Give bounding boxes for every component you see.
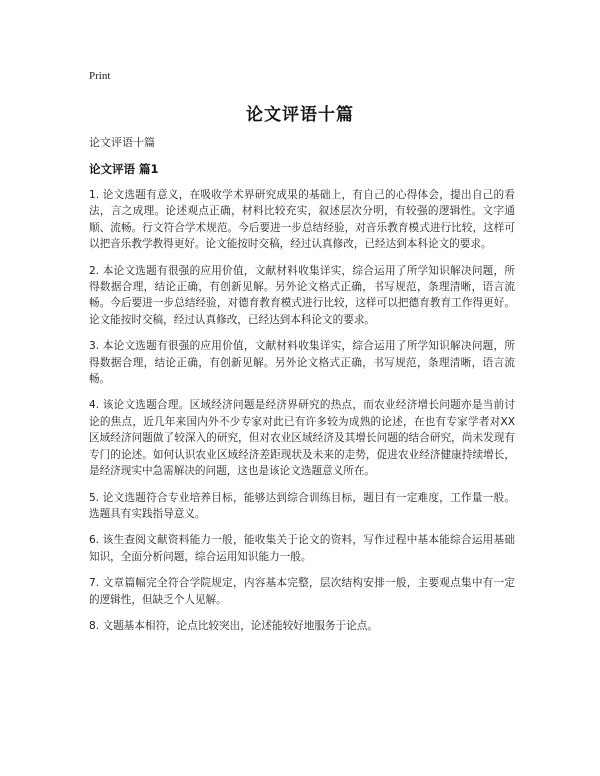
paragraph-4: 4. 该论文选题合理。区域经济问题是经济界研究的热点，而农业经济增长问题亦是当前讨论的焦点，近几年来国内外不少专家对此已有许多较为成熟的论述，在也有专家学者对XX区域经济问题做了较深入的研究，但对农业区域经济及其增长问题的结合研究，尚未发现有专门的论述。如何认识农业区域经济差距现状及未来的走势，促进农业经济健康持续增长，是经济现实中急需解决的问题，这也是该论文选题意义所在。 — [89, 399, 515, 478]
document-subtitle: 论文评语十篇 — [89, 136, 155, 149]
paragraph-3: 3. 本论文选题有很强的应用价值，文献材料收集详实，综合运用了所学知识解决问题，所得数据合理，结论正确，有创新见解。另外论文格式正确，书写规范，条理清晰，语言流畅。 — [89, 340, 515, 386]
paragraph-8: 8. 文题基本相符，论点比较突出，论述能较好地服务于论点。 — [89, 619, 378, 632]
page-title: 论文评语十篇 — [246, 105, 354, 125]
section-heading: 论文评语 篇1 — [89, 162, 159, 176]
paragraph-6: 6. 该生查阅文献资料能力一般，能收集关于论文的资料，写作过程中基本能综合运用基础知识，全面分析问题，综合运用知识能力一般。 — [89, 534, 515, 563]
paragraph-7: 7. 文章篇幅完全符合学院规定，内容基本完整，层次结构安排一般，主要观点集中有一定的逻辑性，但缺乏个人见解。 — [89, 577, 515, 606]
print-label[interactable]: Print — [89, 70, 111, 82]
paragraph-2: 2. 本论文选题有很强的应用价值，文献材料收集详实，综合运用了所学知识解决问题，所得数据合理，结论正确，有创新见解。另外论文格式正确，书写规范，条理清晰，语言流畅。今后要进一步总结经验，对德育教育模式进行比较，这样可以把德育教育工作得更好。论文能按时交稿，经过认真修改，已经达到本科论文的要求。 — [89, 264, 515, 326]
document-body — [89, 187, 515, 644]
paragraph-5: 5. 论文选题符合专业培养目标，能够达到综合训练目标，题目有一定难度，工作量一般。选题具有实践指导意义。 — [89, 491, 515, 520]
paragraph-1: 1. 论文选题有意义，在吸收学术界研究成果的基础上，有自己的心得体会，提出自己的看法，言之成理。论述观点正确，材料比较充实，叙述层次分明，有较强的逻辑性。文字通顺、流畅。行文符合学术规范。今后要进一步总结经验，对音乐教育模式进行比较，这样可以把音乐教学教得更好。论文能按时交稿，经过认真修改，已经达到本科论文的要求。 — [89, 189, 515, 251]
